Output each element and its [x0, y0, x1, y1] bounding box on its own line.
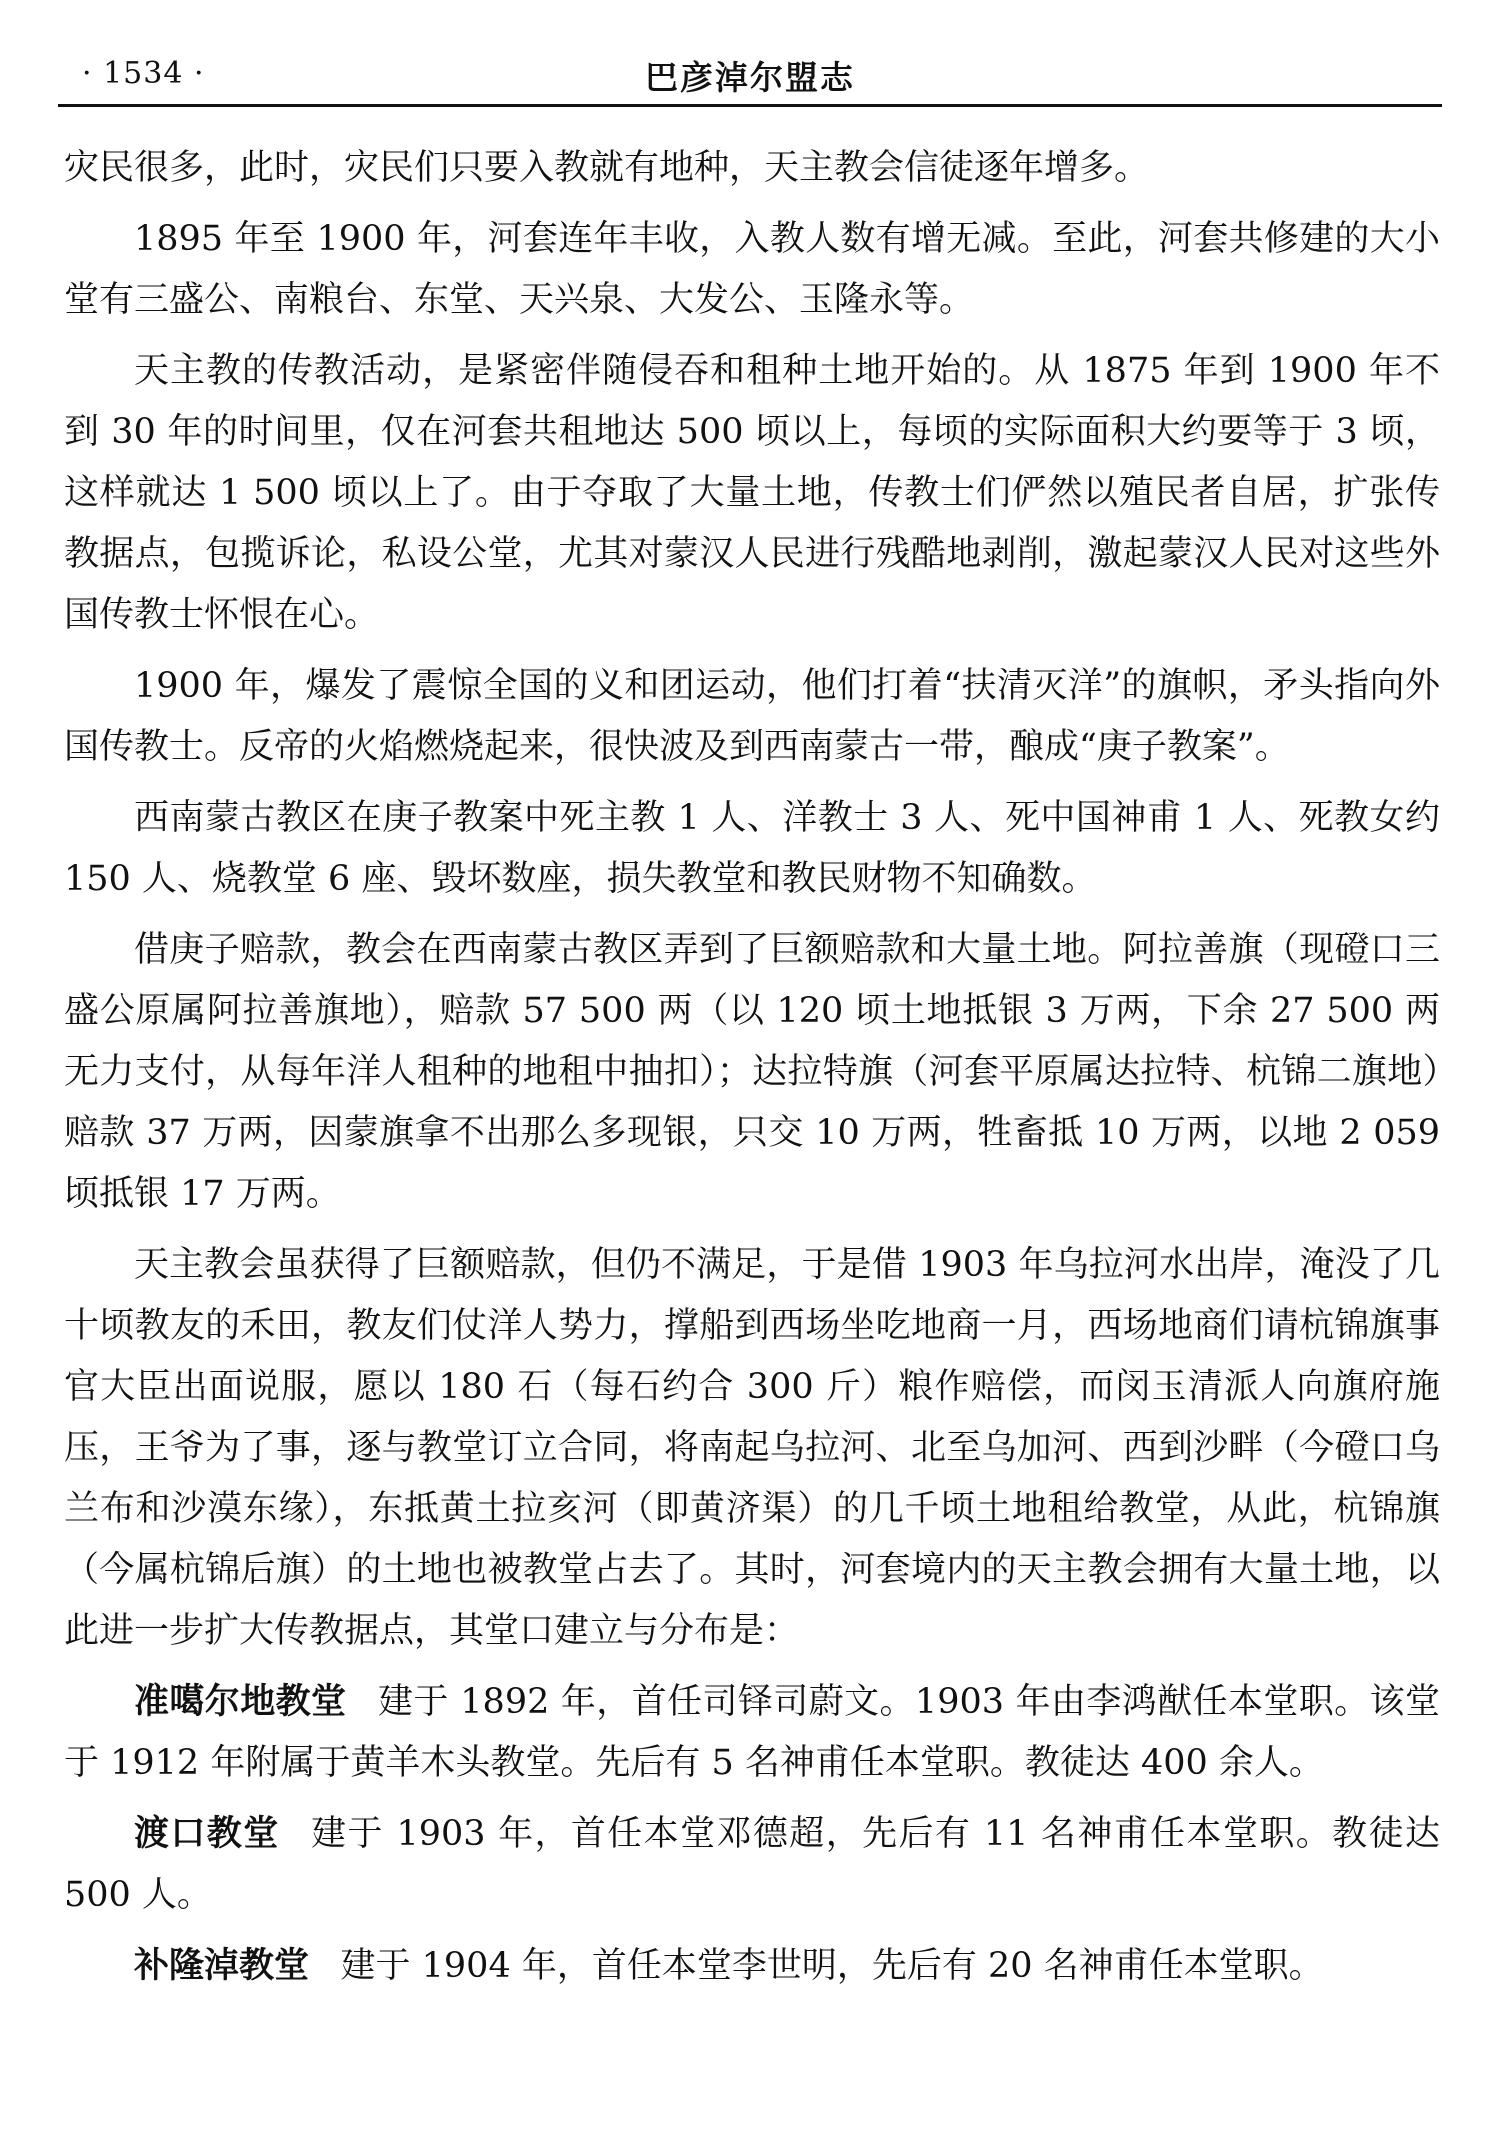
paragraph: [64, 656, 1440, 778]
paragraph: [64, 788, 1440, 910]
paragraph-text: 天主教会虽获得了巨额赔款，但仍不满足，于是借 1903 年乌拉河水出岸，淹没了几十顷教友的禾田，教友们仗洋人势力，撑船到西场坐吃地商一月，西场地商们请杭锦旗事官大臣出面说服，愿以 180 石（每石约合 300 斤）粮作赔偿，而闵玉清派人向旗府施压，王爷为了事，逐与教堂订立合同，将南起乌拉河、北至乌加河、西到沙畔（今磴口乌兰布和沙漠东缘），东抵黄土拉亥河（即黄济渠）的几千顷土地租给教堂，从此，杭锦旗（今属杭锦后旗）的土地也被教堂占去了。其时，河套境内的天主教会拥有大量土地，以此进一步扩大传教据点，其堂口建立与分布是：: [64, 1245, 1440, 1651]
church-description: 建于 1903 年，首任本堂邓德超，先后有 11 名神甫任本堂职。教徒达 500 人。: [64, 1814, 1440, 1915]
body-text: [64, 138, 1440, 2007]
paragraph-text: 1895 年至 1900 年，河套连年丰收，入教人数有增无减。至此，河套共修建的大小堂有三盛公、南粮台、东堂、天兴泉、大发公、玉隆永等。: [64, 219, 1440, 320]
paragraph: [64, 341, 1440, 646]
church-name: 准噶尔地教堂: [134, 1682, 347, 1722]
church-description: 建于 1892 年，首任司铎司蔚文。1903 年由李鸿猷任本堂职。该堂于 1912 年附属于黄羊木头教堂。先后有 5 名神甫任本堂职。教徒达 400 余人。: [64, 1682, 1440, 1783]
church-description: 建于 1904 年，首任本堂李世明，先后有 20 名神甫任本堂职。: [340, 1946, 1324, 1986]
page-header: [60, 48, 1440, 102]
church-entry: [64, 1804, 1440, 1926]
church-entry: [64, 1936, 1440, 1997]
paragraph: [64, 138, 1440, 199]
paragraph-text: 灾民很多，此时，灾民们只要入教就有地种，天主教会信徒逐年增多。: [64, 148, 1150, 188]
church-name: 补隆淖教堂: [134, 1946, 310, 1986]
church-entry: [64, 1672, 1440, 1794]
header-rule: [58, 104, 1442, 107]
page-number: · 1534 ·: [82, 56, 205, 91]
church-name: 渡口教堂: [134, 1814, 280, 1854]
paragraph-text: 西南蒙古教区在庚子教案中死主教 1 人、洋教士 3 人、死中国神甫 1 人、死教女约 150 人、烧教堂 6 座、毁坏数座，损失教堂和教民财物不知确数。: [64, 798, 1440, 899]
paragraph: [64, 1235, 1440, 1662]
paragraph-text: 1900 年，爆发了震惊全国的义和团运动，他们打着“扶清灭洋”的旗帜，矛头指向外国传教士。反帝的火焰燃烧起来，很快波及到西南蒙古一带，酿成“庚子教案”。: [64, 666, 1440, 767]
paragraph: [64, 920, 1440, 1225]
paragraph-text: 天主教的传教活动，是紧密伴随侵吞和租种土地开始的。从 1875 年到 1900 年不到 30 年的时间里，仅在河套共租地达 500 顷以上，每顷的实际面积大约要等于 3 顷，这样就达 1 500 顷以上了。由于夺取了大量土地，传教士们俨然以殖民者自居，扩张传教据点，包揽诉论，私设公堂，尤其对蒙汉人民进行残酷地剥削，激起蒙汉人民对这些外国传教士怀恨在心。: [64, 351, 1440, 635]
paragraph: [64, 209, 1440, 331]
running-title: 巴彦淖尔盟志: [645, 58, 855, 97]
paragraph-text: 借庚子赔款，教会在西南蒙古教区弄到了巨额赔款和大量土地。阿拉善旗（现磴口三盛公原属阿拉善旗地），赔款 57 500 两（以 120 顷土地抵银 3 万两，下余 27 500 两无力支付，从每年洋人租种的地租中抽扣）；达拉特旗（河套平原属达拉特、杭锦二旗地）赔款 37 万两，因蒙旗拿不出那么多现银，只交 10 万两，牲畜抵 10 万两，以地 2 059 顷抵银 17 万两。: [64, 930, 1440, 1214]
